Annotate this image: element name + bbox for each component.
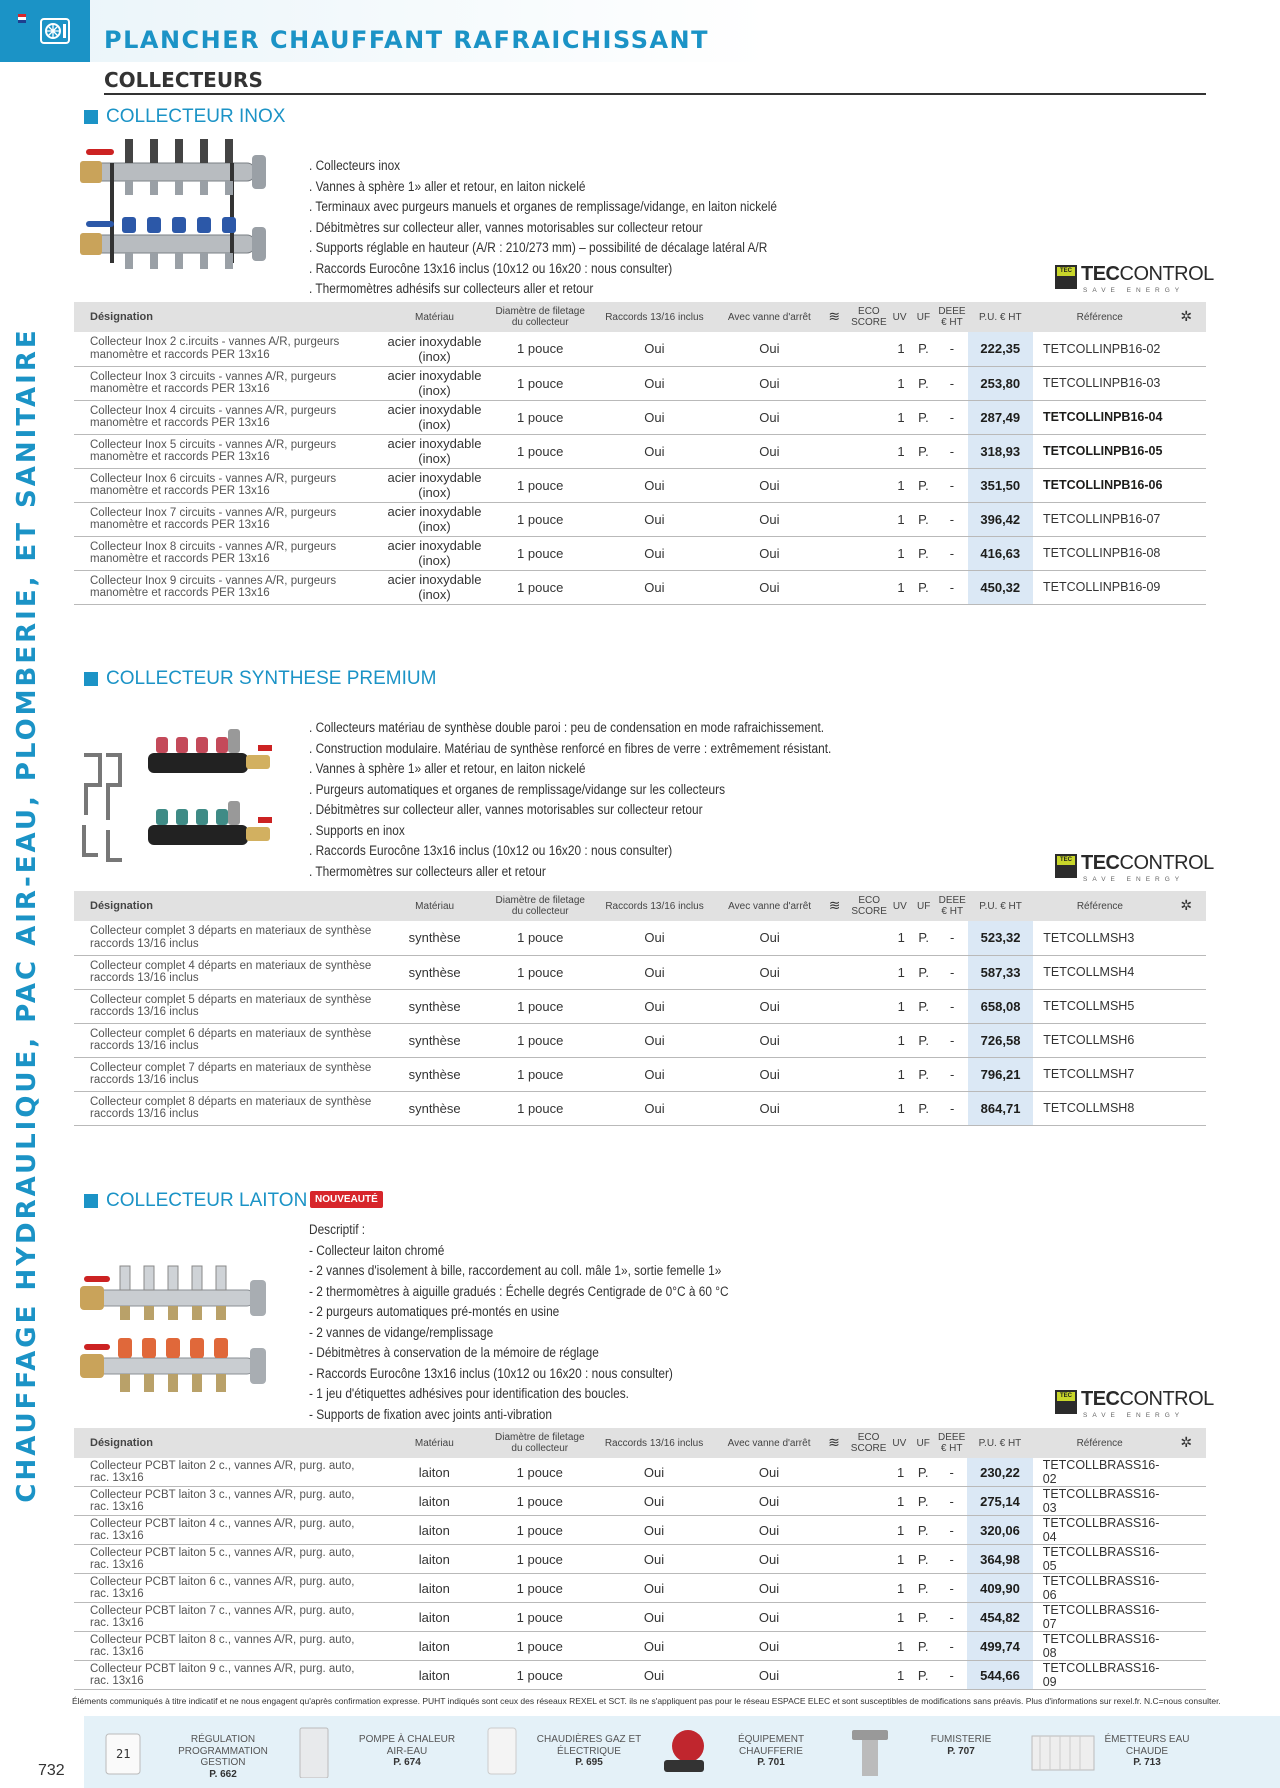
- cell-uf: P.: [910, 1458, 936, 1487]
- cell-uv: 1: [889, 332, 911, 366]
- cell-uv: 1: [889, 1091, 911, 1125]
- cell-vanne: Oui: [719, 570, 819, 604]
- cell-designation: Collecteur PCBT laiton 8 c., vannes A/R, purg. auto, rac. 13x16: [74, 1632, 378, 1661]
- block-title-laiton: COLLECTEUR LAITON: [84, 1190, 307, 1212]
- cell-deee: -: [936, 1516, 967, 1545]
- cell-raccords: Oui: [590, 468, 720, 502]
- cell-diametre: 1 pouce: [491, 989, 590, 1023]
- cell-deee: -: [936, 1661, 967, 1690]
- cell-price: 318,93: [968, 434, 1033, 468]
- cell-price: 320,06: [967, 1516, 1032, 1545]
- cell-materiau: acier inoxydable (inox): [378, 400, 491, 434]
- cell-price: 454,82: [967, 1603, 1032, 1632]
- teccontrol-logo: TEC TECCONTROL SAVE ENERGY: [1055, 852, 1205, 888]
- cell-reference: TETCOLLINPB16-05: [1033, 434, 1167, 468]
- cell-uf: P.: [911, 332, 937, 366]
- cell-deee: -: [936, 1603, 967, 1632]
- cell-vanne: Oui: [719, 400, 819, 434]
- cell-uv: 1: [889, 400, 911, 434]
- cell-designation: Collecteur Inox 9 circuits - vannes A/R, purgeurs manomètre et raccords PER 13x16: [74, 570, 378, 604]
- cell-deee: -: [936, 1487, 967, 1516]
- cell-vanne: Oui: [719, 1487, 819, 1516]
- cell-uf: P.: [911, 1091, 937, 1125]
- cell-deee: -: [937, 1023, 968, 1057]
- block-title-synthese: COLLECTEUR SYNTHESE PREMIUM: [84, 668, 436, 690]
- chimney-icon: [846, 1726, 896, 1778]
- cell-reference: TETCOLLMSH8: [1033, 1091, 1166, 1125]
- table-header-row: Désignation Matériau Diamètre de filetage du collecteur Raccords 13/16 inclus Avec vanne d'arrêt ≋ ECO SCORE UV UF DEEE € HT P.U. € HT Référence ✲: [74, 891, 1206, 921]
- cell-diametre: 1 pouce: [491, 1023, 590, 1057]
- wifi-icon: ≋: [828, 1433, 840, 1450]
- cell-price: 351,50: [968, 468, 1033, 502]
- footer-navigation: 732 21 RÉGULATION PROGRAMMATION GESTION P. 662 POMPE À CHALEUR AIR-EAU P. 674 CHAUDIÈRES GAZ ET ÉLECTRIQUE P. 695 ÉQUIPEMENT CHAUFFERIE P. 701 FUMISTERIE P. 707 ÉMETTEURS EAU CHAUDE P. 713: [0, 1716, 1280, 1788]
- cell-designation: Collecteur complet 8 départs en materiaux de synthèse raccords 13/16 inclus: [74, 1091, 378, 1125]
- cell-materiau: synthèse: [378, 989, 491, 1023]
- cell-raccords: Oui: [590, 332, 720, 366]
- cell-uv: 1: [889, 536, 911, 570]
- cell-materiau: laiton: [378, 1574, 490, 1603]
- cell-diametre: 1 pouce: [491, 570, 590, 604]
- cell-reference: TETCOLLBRASS16-05: [1033, 1545, 1167, 1574]
- table-row: [74, 468, 1206, 502]
- table-row: [74, 502, 1206, 536]
- bullet-square-icon: [84, 110, 98, 124]
- table-row: [74, 400, 1206, 434]
- cell-reference: TETCOLLMSH3: [1033, 921, 1166, 955]
- cell-materiau: synthèse: [378, 921, 491, 955]
- cell-price: 523,32: [968, 921, 1033, 955]
- section-title: COLLECTEURS: [104, 68, 263, 92]
- cell-raccords: Oui: [590, 955, 720, 989]
- table-row: [74, 536, 1206, 570]
- cell-raccords: Oui: [590, 536, 720, 570]
- cell-diametre: 1 pouce: [491, 502, 590, 536]
- cell-diametre: 1 pouce: [490, 1661, 589, 1690]
- table-row: [74, 1458, 1206, 1487]
- section-divider: [104, 93, 1206, 95]
- cell-price: 499,74: [967, 1632, 1032, 1661]
- cell-raccords: Oui: [590, 1057, 720, 1091]
- cell-vanne: Oui: [719, 1023, 819, 1057]
- cell-price: 396,42: [968, 502, 1033, 536]
- cell-materiau: acier inoxydable (inox): [378, 502, 491, 536]
- description-synthese: . Collecteurs matériau de synthèse double paroi : peu de condensation en mode rafraichissement. . Construction modulaire. Matériau de synthèse renforcé en fibres de verre : extrêmement résistant. . Vannes à sphère 1» aller et retour, en laiton nickelé . Purgeurs automatiques et organes de remplissage/vidange sur les collecteurs . Débitmètres sur collecteur aller, vannes motorisables sur collecteur retour . Supports en inox . Raccords Eurocône 13x16 inclus (10x12 ou 16x20 : nous consulter) . Thermomètres sur collecteurs aller et retour: [309, 720, 832, 879]
- wifi-icon: ≋: [828, 307, 841, 324]
- cell-designation: Collecteur Inox 4 circuits - vannes A/R, purgeurs manomètre et raccords PER 13x16: [74, 400, 378, 434]
- table-row: [74, 332, 1206, 366]
- cell-uv: 1: [888, 1632, 910, 1661]
- cell-raccords: Oui: [590, 400, 720, 434]
- cell-designation: Collecteur PCBT laiton 6 c., vannes A/R, purg. auto, rac. 13x16: [74, 1574, 378, 1603]
- brass-manifold-photo: [80, 1262, 270, 1412]
- cell-designation: Collecteur complet 4 départs en materiaux de synthèse raccords 13/16 inclus: [74, 955, 378, 989]
- cell-uv: 1: [889, 955, 911, 989]
- cell-price: 544,66: [967, 1661, 1032, 1690]
- cell-designation: Collecteur PCBT laiton 9 c., vannes A/R, purg. auto, rac. 13x16: [74, 1661, 378, 1690]
- cell-reference: TETCOLLMSH7: [1033, 1057, 1166, 1091]
- cell-uv: 1: [889, 989, 911, 1023]
- description-inox: . Collecteurs inox . Vannes à sphère 1» aller et retour, en laiton nickelé . Terminaux avec purgeurs manuels et organes de remplissage/vidange, en laiton nickelé . Débitmètres sur collecteur aller, vannes motorisables sur collecteur retour . Supports réglable en hauteur (A/R : 210/273 mm) – possibilité de décalage latéral A/R . Raccords Eurocône 13x16 inclus (10x12 ou 16x20 : nous consulter) . Thermomètres adhésifs sur collecteurs aller et retour: [309, 158, 777, 296]
- cell-diametre: 1 pouce: [490, 1574, 589, 1603]
- table-row: [74, 1545, 1206, 1574]
- cell-uv: 1: [889, 1057, 911, 1091]
- cell-vanne: Oui: [719, 1057, 819, 1091]
- cell-deee: -: [936, 1632, 967, 1661]
- cell-uf: P.: [911, 570, 937, 604]
- cell-vanne: Oui: [719, 1458, 819, 1487]
- cell-vanne: Oui: [719, 434, 819, 468]
- table-row: [74, 1487, 1206, 1516]
- cell-uf: P.: [910, 1632, 936, 1661]
- page-title: PLANCHER CHAUFFANT RAFRAICHISSANT: [104, 26, 710, 54]
- cell-uf: P.: [911, 468, 937, 502]
- cell-materiau: laiton: [378, 1661, 490, 1690]
- cell-uv: 1: [889, 502, 911, 536]
- cell-reference: TETCOLLINPB16-04: [1033, 400, 1167, 434]
- cell-reference: TETCOLLINPB16-09: [1033, 570, 1167, 604]
- cell-materiau: acier inoxydable (inox): [378, 570, 491, 604]
- cell-raccords: Oui: [590, 366, 720, 400]
- cell-materiau: synthèse: [378, 1023, 491, 1057]
- gear-icon[interactable]: ✲: [1180, 896, 1193, 913]
- cell-diametre: 1 pouce: [491, 921, 590, 955]
- cell-raccords: Oui: [589, 1487, 719, 1516]
- table-row: [74, 955, 1206, 989]
- cell-deee: -: [936, 1574, 967, 1603]
- cell-materiau: acier inoxydable (inox): [378, 366, 491, 400]
- cell-raccords: Oui: [590, 502, 720, 536]
- cell-diametre: 1 pouce: [490, 1487, 589, 1516]
- cell-deee: -: [936, 1458, 967, 1487]
- cell-raccords: Oui: [590, 434, 720, 468]
- new-badge: NOUVEAUTÉ: [310, 1191, 383, 1208]
- table-row: [74, 1632, 1206, 1661]
- cell-uf: P.: [910, 1487, 936, 1516]
- cell-diametre: 1 pouce: [491, 955, 590, 989]
- cell-uf: P.: [911, 366, 937, 400]
- cell-designation: Collecteur PCBT laiton 7 c., vannes A/R, purg. auto, rac. 13x16: [74, 1603, 378, 1632]
- teccontrol-logo: TEC TECCONTROL SAVE ENERGY: [1055, 1388, 1205, 1424]
- cell-designation: Collecteur Inox 2 c.ircuits - vannes A/R, purgeurs manomètre et raccords PER 13x16: [74, 332, 378, 366]
- cell-uv: 1: [889, 570, 911, 604]
- cell-price: 796,21: [968, 1057, 1033, 1091]
- cell-uv: 1: [889, 468, 911, 502]
- cell-vanne: Oui: [719, 468, 819, 502]
- table-header-row: Désignation Matériau Diamètre de filetage du collecteur Raccords 13/16 inclus Avec vanne d'arrêt ≋ ECO SCORE UV UF DEEE € HT P.U. € HT Référence ✲: [74, 1428, 1206, 1458]
- gear-icon[interactable]: ✲: [1180, 1433, 1193, 1450]
- heat-pump-icon: [292, 1726, 342, 1778]
- cell-price: 726,58: [968, 1023, 1033, 1057]
- cell-price: 275,14: [967, 1487, 1032, 1516]
- cell-materiau: acier inoxydable (inox): [378, 468, 491, 502]
- cell-price: 409,90: [967, 1574, 1032, 1603]
- cell-vanne: Oui: [719, 989, 819, 1023]
- table-row: [74, 989, 1206, 1023]
- cell-uv: 1: [888, 1661, 910, 1690]
- cell-diametre: 1 pouce: [491, 1057, 590, 1091]
- cell-uv: 1: [888, 1574, 910, 1603]
- cell-reference: TETCOLLMSH5: [1033, 989, 1166, 1023]
- cell-designation: Collecteur complet 5 départs en materiaux de synthèse raccords 13/16 inclus: [74, 989, 378, 1023]
- cell-vanne: Oui: [719, 502, 819, 536]
- cell-uf: P.: [911, 434, 937, 468]
- radiator-icon: [1028, 1726, 1098, 1778]
- cell-reference: TETCOLLMSH4: [1033, 955, 1166, 989]
- cell-reference: TETCOLLBRASS16-04: [1033, 1516, 1167, 1545]
- cell-price: 253,80: [968, 366, 1033, 400]
- cell-raccords: Oui: [589, 1458, 719, 1487]
- cell-deee: -: [936, 502, 967, 536]
- cell-price: 658,08: [968, 989, 1033, 1023]
- cell-uf: P.: [911, 400, 937, 434]
- cell-diametre: 1 pouce: [491, 468, 590, 502]
- cell-designation: Collecteur Inox 8 circuits - vannes A/R, purgeurs manomètre et raccords PER 13x16: [74, 536, 378, 570]
- cell-price: 587,33: [968, 955, 1033, 989]
- cell-materiau: laiton: [378, 1487, 490, 1516]
- table-header-row: Désignation Matériau Diamètre de filetage du collecteur Raccords 13/16 inclus Avec vanne d'arrêt ≋ ECO SCORE UV UF DEEE € HT P.U. € HT Référence ✲: [74, 302, 1206, 332]
- table-laiton: [74, 1428, 1206, 1690]
- cell-price: 222,35: [968, 332, 1033, 366]
- cell-uf: P.: [910, 1661, 936, 1690]
- cell-designation: Collecteur PCBT laiton 5 c., vannes A/R, purg. auto, rac. 13x16: [74, 1545, 378, 1574]
- cell-uv: 1: [888, 1545, 910, 1574]
- teccontrol-logo: TEC TECCONTROL SAVE ENERGY: [1055, 263, 1205, 299]
- cell-raccords: Oui: [589, 1574, 719, 1603]
- table-row: [74, 1091, 1206, 1125]
- cell-diametre: 1 pouce: [490, 1516, 589, 1545]
- table-row: [74, 921, 1206, 955]
- thermostat-icon: [100, 1726, 150, 1778]
- cell-deee: -: [937, 1091, 968, 1125]
- cell-vanne: Oui: [719, 1632, 819, 1661]
- cell-diametre: 1 pouce: [491, 366, 590, 400]
- side-category-banner: CHAUFFAGE HYDRAULIQUE, PAC AIR-EAU, PLOMBERIE, ET SANITAIRE: [12, 327, 42, 1503]
- cell-price: 230,22: [967, 1458, 1032, 1487]
- cell-raccords: Oui: [590, 570, 720, 604]
- cell-deee: -: [936, 366, 967, 400]
- cell-diametre: 1 pouce: [490, 1632, 589, 1661]
- cell-materiau: laiton: [378, 1632, 490, 1661]
- cell-raccords: Oui: [589, 1516, 719, 1545]
- cell-reference: TETCOLLBRASS16-06: [1033, 1574, 1167, 1603]
- cell-reference: TETCOLLBRASS16-03: [1033, 1487, 1167, 1516]
- cell-raccords: Oui: [589, 1632, 719, 1661]
- cell-materiau: laiton: [378, 1458, 490, 1487]
- table-inox: [74, 302, 1206, 605]
- cell-vanne: Oui: [719, 1574, 819, 1603]
- cell-materiau: laiton: [378, 1545, 490, 1574]
- cell-uv: 1: [888, 1487, 910, 1516]
- cell-uf: P.: [911, 1057, 937, 1091]
- cell-uf: P.: [911, 955, 937, 989]
- flag-icon: [18, 14, 26, 24]
- description-laiton: Descriptif : - Collecteur laiton chromé - 2 vannes d'isolement à bille, raccordement au coll. mâle 1», sortie femelle 1» - 2 thermomètres à aiguille gradués : Échelle degrés Centigrade de 0°C à 60 °C - 2 purgeurs automatiques pré-montés en usine - 2 vannes de vidange/remplissage - Débitmètres à conservation de la mémoire de réglage - Raccords Eurocône 13x16 inclus (10x12 ou 16x20 : nous consulter) - 1 jeu d'étiquettes adhésives pour identification des boucles. - Supports de fixation avec joints anti-vibration: [309, 1222, 729, 1422]
- cell-vanne: Oui: [719, 955, 819, 989]
- cell-diametre: 1 pouce: [491, 332, 590, 366]
- cell-price: 450,32: [968, 570, 1033, 604]
- cell-vanne: Oui: [719, 1545, 819, 1574]
- cell-designation: Collecteur PCBT laiton 3 c., vannes A/R, purg. auto, rac. 13x16: [74, 1487, 378, 1516]
- cell-deee: -: [936, 536, 967, 570]
- legal-footnote: Éléments communiqués à titre indicatif et ne nous engagent qu'après confirmation expresse. PUHT indiqués sont ceux des réseaux REXEL et SCT. ils ne s'appliquent pas pour le réseau ESPACE ELEC et sont susceptibles de modifications sans préavis. Plus d'informations sur rexel.fr. N.C=nous consulter.: [72, 1696, 1221, 1706]
- gear-icon[interactable]: ✲: [1180, 307, 1193, 324]
- cell-deee: -: [937, 921, 968, 955]
- cell-deee: -: [936, 434, 967, 468]
- cell-vanne: Oui: [719, 366, 819, 400]
- cell-materiau: acier inoxydable (inox): [378, 536, 491, 570]
- cell-vanne: Oui: [719, 536, 819, 570]
- table-row: [74, 1574, 1206, 1603]
- table-row: [74, 1023, 1206, 1057]
- cell-deee: -: [936, 332, 967, 366]
- cell-reference: TETCOLLBRASS16-08: [1033, 1632, 1167, 1661]
- cell-deee: -: [937, 1057, 968, 1091]
- circulator-pump-icon: [660, 1726, 710, 1778]
- cell-materiau: laiton: [378, 1516, 490, 1545]
- cell-deee: -: [936, 570, 967, 604]
- cell-uv: 1: [888, 1458, 910, 1487]
- cell-vanne: Oui: [719, 921, 819, 955]
- cell-designation: Collecteur PCBT laiton 2 c., vannes A/R, purg. auto, rac. 13x16: [74, 1458, 378, 1487]
- cell-uv: 1: [889, 366, 911, 400]
- cell-materiau: acier inoxydable (inox): [378, 332, 491, 366]
- cell-materiau: acier inoxydable (inox): [378, 434, 491, 468]
- cell-designation: Collecteur PCBT laiton 4 c., vannes A/R, purg. auto, rac. 13x16: [74, 1516, 378, 1545]
- cell-diametre: 1 pouce: [490, 1545, 589, 1574]
- cell-uf: P.: [910, 1545, 936, 1574]
- cell-designation: Collecteur Inox 3 circuits - vannes A/R, purgeurs manomètre et raccords PER 13x16: [74, 366, 378, 400]
- heating-unit-icon: [38, 14, 72, 48]
- bullet-square-icon: [84, 672, 98, 686]
- cell-uf: P.: [911, 502, 937, 536]
- cell-designation: Collecteur complet 6 départs en materiaux de synthèse raccords 13/16 inclus: [74, 1023, 378, 1057]
- svg-text:21: 21: [116, 1747, 131, 1761]
- cell-vanne: Oui: [719, 1091, 819, 1125]
- cell-raccords: Oui: [589, 1545, 719, 1574]
- cell-reference: TETCOLLINPB16-03: [1033, 366, 1167, 400]
- cell-diametre: 1 pouce: [490, 1458, 589, 1487]
- cell-vanne: Oui: [719, 1516, 819, 1545]
- cell-diametre: 1 pouce: [491, 400, 590, 434]
- cell-uf: P.: [910, 1574, 936, 1603]
- cell-uv: 1: [889, 434, 911, 468]
- cell-materiau: synthèse: [378, 1057, 491, 1091]
- cell-reference: TETCOLLINPB16-07: [1033, 502, 1167, 536]
- table-row: [74, 1516, 1206, 1545]
- cell-raccords: Oui: [590, 989, 720, 1023]
- cell-uf: P.: [910, 1516, 936, 1545]
- cell-diametre: 1 pouce: [491, 434, 590, 468]
- cell-raccords: Oui: [590, 921, 720, 955]
- cell-price: 364,98: [967, 1545, 1032, 1574]
- cell-uf: P.: [911, 1023, 937, 1057]
- cell-price: 416,63: [968, 536, 1033, 570]
- cell-materiau: laiton: [378, 1603, 490, 1632]
- synthesis-manifold-photo: [78, 725, 278, 875]
- cell-raccords: Oui: [590, 1091, 720, 1125]
- cell-price: 287,49: [968, 400, 1033, 434]
- cell-diametre: 1 pouce: [491, 1091, 590, 1125]
- cell-deee: -: [936, 468, 967, 502]
- table-row: [74, 1661, 1206, 1690]
- cell-vanne: Oui: [719, 1661, 819, 1690]
- table-row: [74, 434, 1206, 468]
- cell-reference: TETCOLLBRASS16-09: [1033, 1661, 1167, 1690]
- cell-reference: TETCOLLBRASS16-02: [1033, 1458, 1167, 1487]
- cell-vanne: Oui: [719, 1603, 819, 1632]
- table-row: [74, 366, 1206, 400]
- cell-deee: -: [936, 400, 967, 434]
- cell-deee: -: [937, 989, 968, 1023]
- cell-raccords: Oui: [589, 1661, 719, 1690]
- cell-uf: P.: [911, 921, 937, 955]
- table-row: [74, 1057, 1206, 1091]
- cell-materiau: synthèse: [378, 1091, 491, 1125]
- cell-designation: Collecteur Inox 7 circuits - vannes A/R, purgeurs manomètre et raccords PER 13x16: [74, 502, 378, 536]
- cell-price: 864,71: [968, 1091, 1033, 1125]
- page-number: 732: [38, 1762, 65, 1779]
- cell-reference: TETCOLLINPB16-02: [1033, 332, 1167, 366]
- cell-designation: Collecteur Inox 6 circuits - vannes A/R, purgeurs manomètre et raccords PER 13x16: [74, 468, 378, 502]
- cell-reference: TETCOLLMSH6: [1033, 1023, 1166, 1057]
- cell-uv: 1: [888, 1516, 910, 1545]
- cell-diametre: 1 pouce: [490, 1603, 589, 1632]
- wifi-icon: ≋: [828, 896, 841, 913]
- cell-designation: Collecteur complet 3 départs en materiaux de synthèse raccords 13/16 inclus: [74, 921, 378, 955]
- boiler-icon: [478, 1726, 528, 1778]
- cell-deee: -: [937, 955, 968, 989]
- table-row: [74, 1603, 1206, 1632]
- cell-uv: 1: [889, 1023, 911, 1057]
- cell-uv: 1: [889, 921, 911, 955]
- cell-designation: Collecteur complet 7 départs en materiaux de synthèse raccords 13/16 inclus: [74, 1057, 378, 1091]
- table-row: [74, 570, 1206, 604]
- cell-uf: P.: [911, 536, 937, 570]
- cell-raccords: Oui: [590, 1023, 720, 1057]
- category-tab: [0, 0, 90, 62]
- cell-materiau: synthèse: [378, 955, 491, 989]
- cell-diametre: 1 pouce: [491, 536, 590, 570]
- cell-reference: TETCOLLINPB16-08: [1033, 536, 1167, 570]
- block-title-inox: COLLECTEUR INOX: [84, 106, 285, 128]
- table-synthese: [74, 891, 1206, 1126]
- cell-uv: 1: [888, 1603, 910, 1632]
- cell-uf: P.: [911, 989, 937, 1023]
- bullet-square-icon: [84, 1194, 98, 1208]
- cell-uf: P.: [910, 1603, 936, 1632]
- cell-raccords: Oui: [589, 1603, 719, 1632]
- cell-deee: -: [936, 1545, 967, 1574]
- stainless-manifold-photo: [80, 135, 275, 295]
- cell-vanne: Oui: [719, 332, 819, 366]
- cell-reference: TETCOLLINPB16-06: [1033, 468, 1167, 502]
- cell-reference: TETCOLLBRASS16-07: [1033, 1603, 1167, 1632]
- cell-designation: Collecteur Inox 5 circuits - vannes A/R, purgeurs manomètre et raccords PER 13x16: [74, 434, 378, 468]
